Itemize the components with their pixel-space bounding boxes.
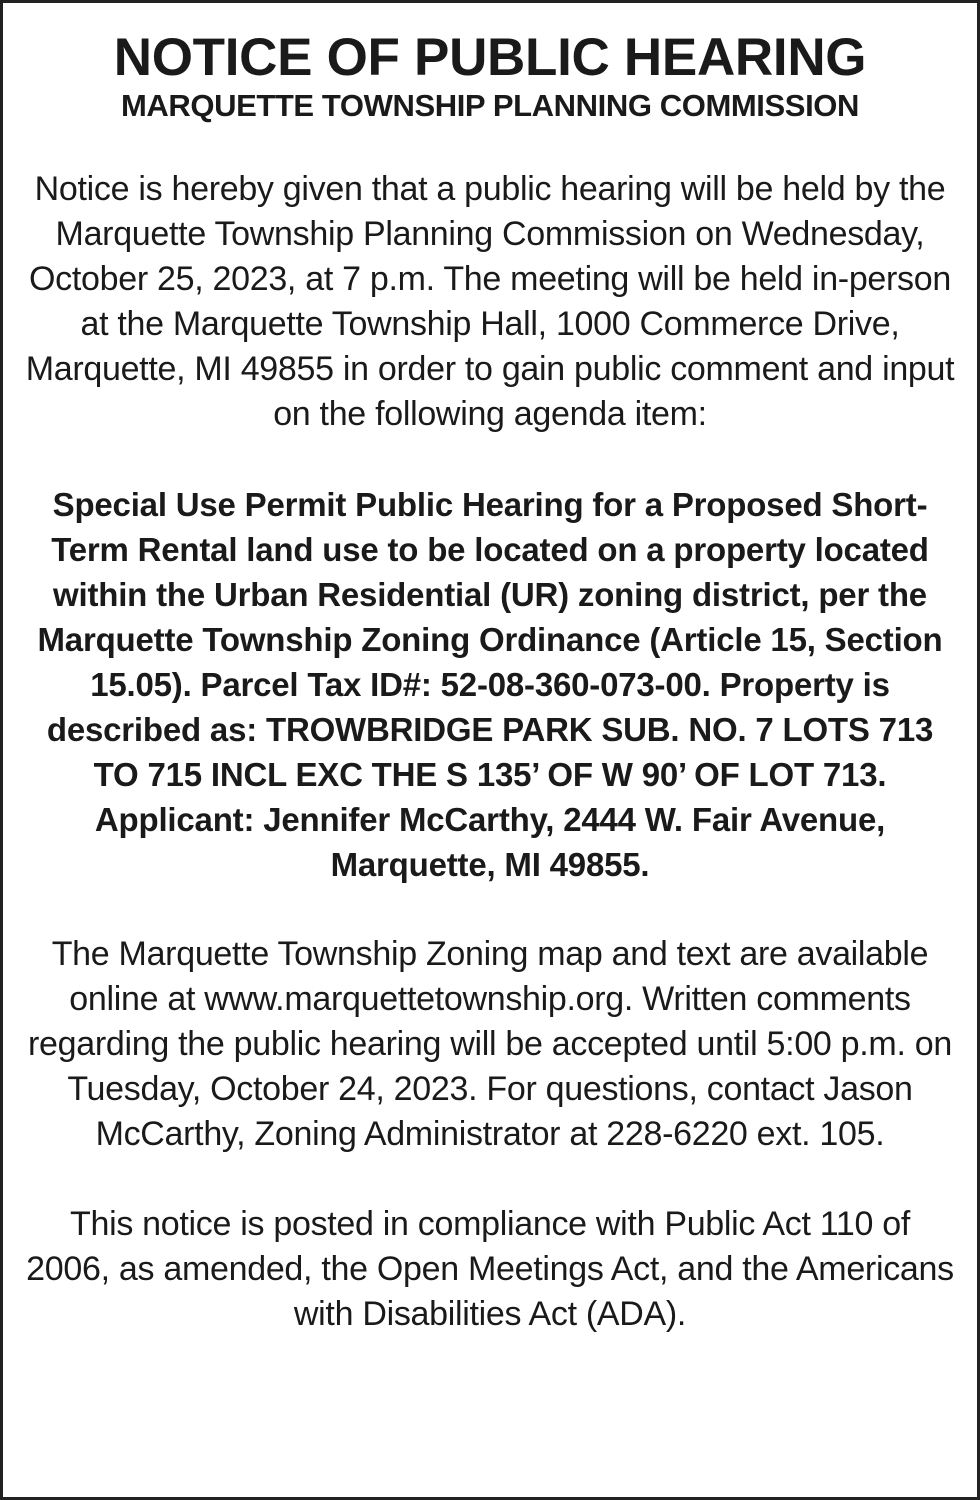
intro-paragraph: Notice is hereby given that a public hearing will be held by the Marquette Township Planning Commission on Wednesday, October 25, 2023, at 7 p.m. The meeting will be held in-person at the Marquette Township Hall, 1000 Commerce Drive, Marquette, MI 49855 in order to gain public comment and input on the following agenda item:	[25, 170, 955, 433]
compliance-paragraph: This notice is posted in compliance with Public Act 110 of 2006, as amended, the Open Meetings Act, and the Americans with Disabilities Act (ADA).	[26, 1205, 954, 1333]
notice-subtitle: MARQUETTE TOWNSHIP PLANNING COMMISSION	[120, 88, 859, 123]
zoning-info-paragraph: The Marquette Township Zoning map and text are available online at www.marquettetownship.org. Written comments regarding the public hearing will be accepted until 5:00 p.m. on Tuesday, October 24, 2023. For questions, contact Jason McCarthy, Zoning Administrator at 228-6220 ext. 105.	[28, 935, 952, 1153]
notice-title: NOTICE OF PUBLIC HEARING	[113, 28, 867, 87]
agenda-item-paragraph: Special Use Permit Public Hearing for a Proposed Short-Term Rental land use to be located on a property located within the Urban Residential (UR) zoning district, per the Marquette Township Zoning Ordinance (Article 15, Section 15.05). Parcel Tax ID#: 52-08-360-073-00. Property is described as: TROWBRIDGE PARK SUB. NO. 7 LOTS 713 TO 715 INCL EXC THE S 135’ OF W 90’ OF LOT 713. Applicant: Jennifer McCarthy, 2444 W. Fair Avenue, Marquette, MI 49855.	[37, 486, 943, 883]
